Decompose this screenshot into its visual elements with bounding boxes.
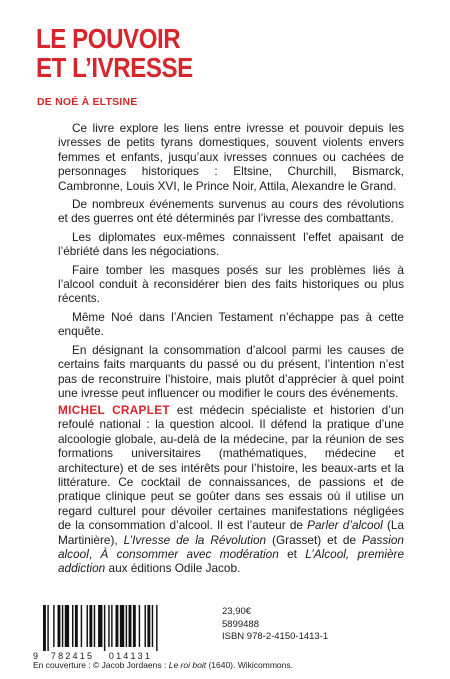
book-title <box>36 24 193 82</box>
barcode-bar <box>104 605 105 651</box>
isbn-barcode <box>33 605 203 661</box>
barcode-bar <box>43 605 46 651</box>
title-line-1: LE POUVOIR <box>36 23 181 54</box>
blurb-paragraph: Les diplomates eux-mêmes connaissent l’effet apaisant de l’ébriété dans les négociations. <box>58 229 404 259</box>
barcode-bar <box>47 605 48 651</box>
barcode-bar <box>129 605 132 647</box>
credit-suffix: (1640). Wikicommons. <box>206 660 293 670</box>
barcode-digits-left: 782415 <box>50 651 95 661</box>
barcode-bar <box>111 605 112 647</box>
book-title-ref: Parler d’alcool <box>307 518 383 533</box>
barcode-bar <box>120 605 124 647</box>
book-title-ref: Passion alcool <box>58 532 404 562</box>
author-name: MICHEL CRAPLET <box>58 403 170 417</box>
barcode-bar <box>62 605 63 647</box>
barcode-bar <box>98 605 102 647</box>
product-code: 5899488 <box>222 618 259 630</box>
isbn-number: ISBN 978-2-4150-1413-1 <box>222 631 329 642</box>
barcode-bar <box>58 605 61 647</box>
barcode-bar <box>108 605 109 647</box>
barcode-bar <box>72 605 73 647</box>
book-title-ref: L’Alcool, première addiction <box>58 547 405 576</box>
barcode-bar <box>75 605 78 647</box>
bio-text: (Grasset) et de <box>266 532 363 547</box>
credit-artwork: Le roi boit <box>168 660 207 670</box>
barcode-bar <box>89 605 92 647</box>
blurb-paragraph: Faire tomber les masques posés sur les problèmes liés à l’alcool conduit à reconsidérer bien des faits historiques ou plus récents. <box>58 262 404 306</box>
bio-text: (La Martinière), <box>58 518 405 547</box>
barcode-bars <box>43 605 197 651</box>
bio-text: et <box>278 547 306 562</box>
bio-text: aux éditions Odile Jacob. <box>105 561 241 576</box>
barcode-bar <box>152 605 153 647</box>
author-bio <box>58 403 404 576</box>
book-subtitle: DE NOÉ À ELTSINE <box>37 96 138 108</box>
barcode-digit-first: 9 <box>33 651 41 661</box>
barcode-bar <box>81 605 82 647</box>
credit-prefix: En couverture : © Jacob Jordaens : <box>33 660 169 670</box>
barcode-bar <box>87 605 88 647</box>
barcode-bar <box>139 605 140 647</box>
barcode-bar <box>94 605 95 647</box>
blurb-paragraph: De nombreux événements survenus au cours des révolutions et des guerres ont été déterminés par l’ivresse des combattants. <box>58 197 404 226</box>
title-line-2: ET L’IVRESSE <box>36 52 193 83</box>
barcode-bar <box>53 605 54 647</box>
barcode-bar <box>126 605 127 647</box>
bio-text: est médecin spécialiste et historien d’un refoulé national : la question alcool. Il défend la pratique d’une alcoologie globale, au-delà de la médecine, par la réunion de ses formations universitaires (mathématiques, médecine et architecture) et de ses intérêts pour l’histoire, les beaux-arts et la littérature. Ce cocktail de connaissances, de passions et de pratique clinique peut se goûter dans ses essais où il utilise un regard culturel pour dévoiler certaines manifestations négligées de la consommation d’alcool. Il est l’auteur de <box>58 403 404 533</box>
barcode-bar <box>147 605 150 647</box>
blurb-paragraph: Ce livre explore les liens entre ivresse et pouvoir depuis les ivresses de petits tyrans domestiques, souvent violents envers femmes et enfants, jusqu’aux ivresses connues ou cachées de personnages historiques : Eltsine, Churchill, Bismarck, Cambronne, Louis XVI, le Prince Noir, Attila, Alexandre le Grand. <box>58 121 404 193</box>
bio-text: , <box>88 547 101 562</box>
barcode-bar <box>65 605 69 647</box>
blurb-text <box>58 121 404 404</box>
barcode-bar <box>145 605 146 647</box>
barcode-digits-right: 014131 <box>108 651 153 661</box>
blurb-paragraph: En désignant la consommation d’alcool parmi les causes de certains faits marquants du passé ou du présent, l’intention n’est pas de reconstruire l’histoire, mais plutôt d’apprécier à quel point une ivresse peut influencer ou modifier le cours des événements. <box>58 342 404 400</box>
barcode-bar <box>133 605 136 647</box>
price-info <box>222 606 328 644</box>
barcode-bar <box>116 605 119 647</box>
cover-credit <box>33 660 293 670</box>
book-title-ref: À consommer avec modération <box>100 547 279 562</box>
price: 23,90€ <box>222 606 252 617</box>
blurb-paragraph: Même Noé dans l’Ancien Testament n’échappe pas à cette enquête. <box>58 309 404 339</box>
book-title-ref: L’Ivresse de la Révolution <box>123 532 267 547</box>
barcode-bar <box>156 605 157 651</box>
